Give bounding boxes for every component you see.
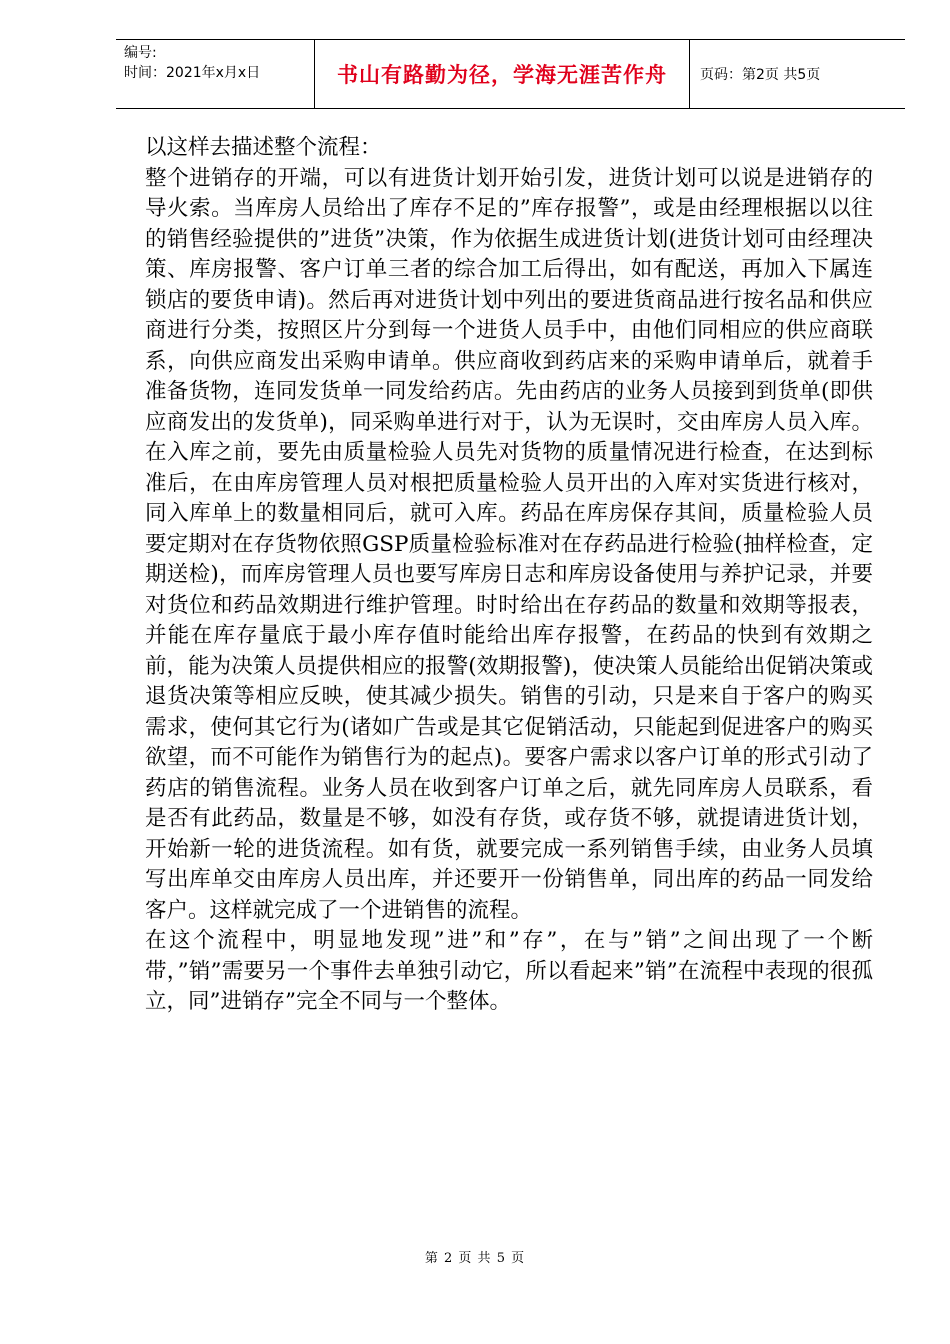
header-motto: 书山有路勤为径，学海无涯苦作舟 (337, 63, 667, 87)
page-footer (0, 1247, 950, 1266)
paragraph-main: 整个进销存的开端，可以有进货计划开始引发，进货计划可以说是进销存的导火索。当库房人员给出了库存不足的”库存报警”，或是由经理根据以以往的销售经验提供的”进货”决策，作为依据生成进货计划(进货计划可由经理决策、库房报警、客户订单三者的综合加工后得出，如有配送，再加入下属连锁店的要货申请)。然后再对进货计划中列出的要进货商品进行按名品和供应商进行分类，按照区片分到每一个进货人员手中，由他们同相应的供应商联系，向供应商发出采购申请单。供应商收到药店来的采购申请单后，就着手准备货物，连同发货单一同发给药店。先由药店的业务人员接到到货单(即供应商发出的发货单)，同采购单进行对于，认为无误时，交由库房人员入库。在入库之前，要先由质量检验人员先对货物的质量情况进行检查，在达到标准后，在由库房管理人员对根把质量检验人员开出的入库对实货进行核对，同入库单上的数量相同后，就可入库。药品在库房保存其间，质量检验人员要定期对在存货物依照GSP质量检验标准对在存药品进行检验(抽样检查，定期送检)，而库房管理人员也要写库房日志和库房设备使用与养护记录，并要对货位和药品效期进行维护管理。时时给出在存药品的数量和效期等报表，并能在库存量底于最小库存值时能给出库存报警，在药品的快到有效期之前，能为决策人员提供相应的报警(效期报警)，使决策人员能给出促销决策或退货决策等相应反映，使其减少损失。销售的引动，只是来自于客户的购买需求，使何其它行为(诸如广告或是其它促销活动，只能起到促进客户的购买欲望，而不可能作为销售行为的起点)。要客户需求以客户订单的形式引动了药店的销售流程。业务人员在收到客户订单之后，就先同库房人员联系，看是否有此药品，数量是不够，如没有存货，或存货不够，就提请进货计划，开始新一轮的进货流程。如有货，就要完成一系列销售手续，由业务人员填写出库单交由库房人员出库，并还要开一份销售单，同出库的药品一同发给客户。这样就完成了一个进销售的流程。 (145, 165, 873, 923)
document-body (145, 133, 873, 1018)
paragraph-intro: 以这样去描述整个流程： (145, 135, 382, 160)
page-header (116, 39, 905, 109)
header-page-cell (690, 40, 905, 108)
paragraph-conclusion: 在这个流程中，明显地发现”进”和”存”，在与”销”之间出现了一个断带，”销”需要另一个事件去单独引动它，所以看起来”销”在流程中表现的很孤立，同”进销存”完全不同与一个整体。 (145, 928, 873, 1014)
header-meta-cell (116, 40, 315, 108)
date-line: 时间：2021年x月x日 (124, 65, 261, 81)
serial-number-label: 编号: (124, 45, 157, 61)
header-page-info: 页码：第2页 共5页 (700, 67, 821, 83)
footer-page-number: 第 2 页 共 5 页 (424, 1251, 526, 1266)
header-motto-cell (315, 40, 690, 108)
